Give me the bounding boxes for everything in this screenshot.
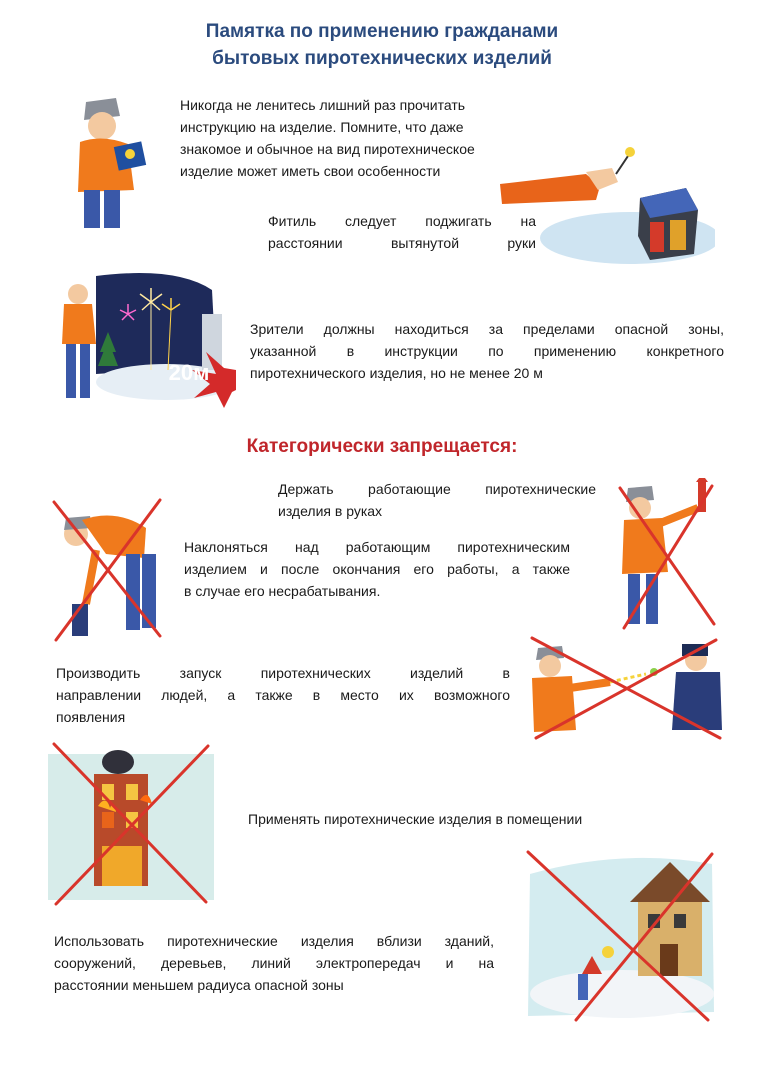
near-line: сооружений, деревьев, линий электропередач и на xyxy=(54,955,494,971)
hold-line: Держать работающие пиротехнические xyxy=(278,481,596,497)
fuse-line: расстоянии вытянутой руки xyxy=(268,235,536,251)
aim-line: появления xyxy=(56,709,126,725)
spectators-line: Зрители должны находиться за пределами опасной зоны, xyxy=(250,321,724,337)
holding-firework-illustration xyxy=(612,478,722,630)
spectators-line: пиротехнического изделия, но не менее 20 м xyxy=(250,365,543,381)
instruction-line: инструкцию на изделие. Помните, что даже xyxy=(180,119,464,135)
hold-line: изделия в руках xyxy=(278,503,383,519)
distance-badge: 20м xyxy=(168,360,210,385)
fuse-line: Фитиль следует поджигать на xyxy=(268,213,536,229)
title-line-2: бытовых пиротехнических изделий xyxy=(212,48,552,69)
lean-line: в случае его несрабатывания. xyxy=(184,583,381,599)
aiming-at-person-illustration xyxy=(526,634,726,744)
aim-line: Производить запуск пиротехнических изделий в xyxy=(56,665,510,681)
title-line-1: Памятка по применению гражданами xyxy=(205,21,559,42)
instruction-line: изделие может иметь свои особенности xyxy=(180,163,441,179)
man-reading-illustration xyxy=(58,94,156,230)
lean-line: изделием и после окончания его работы, а также xyxy=(184,561,570,577)
near-line: Использовать пиротехнические изделия вблизи зданий, xyxy=(54,933,494,949)
spectators-line: указанной в инструкции по применению конкретного xyxy=(250,343,724,359)
fuse-text xyxy=(268,210,536,254)
hold-text xyxy=(278,478,596,522)
house-near-fireworks-illustration xyxy=(522,844,720,1024)
lean-line: Наклоняться над работающим пиротехническим xyxy=(184,539,570,555)
aim-line: направлении людей, а также в место их возможного xyxy=(56,687,510,703)
spectators-text xyxy=(250,318,724,384)
instruction-line: знакомое и обычное на вид пиротехническое xyxy=(180,141,475,157)
indoors-text: Применять пиротехнические изделия в помещении xyxy=(248,811,583,827)
instruction-line: Никогда не ленитесь лишний раз прочитать xyxy=(180,97,466,113)
building-fire-illustration xyxy=(48,740,214,908)
leaning-man-illustration xyxy=(46,494,168,644)
instruction-text xyxy=(180,94,540,182)
near-text xyxy=(54,930,494,996)
spectator-illustration xyxy=(56,270,236,408)
lean-text xyxy=(184,536,570,602)
aim-text xyxy=(56,662,510,728)
page-title xyxy=(0,18,764,72)
prohibited-heading: Категорически запрещается: xyxy=(246,436,518,457)
near-line: расстоянии меньшем радиуса опасной зоны xyxy=(54,977,344,993)
